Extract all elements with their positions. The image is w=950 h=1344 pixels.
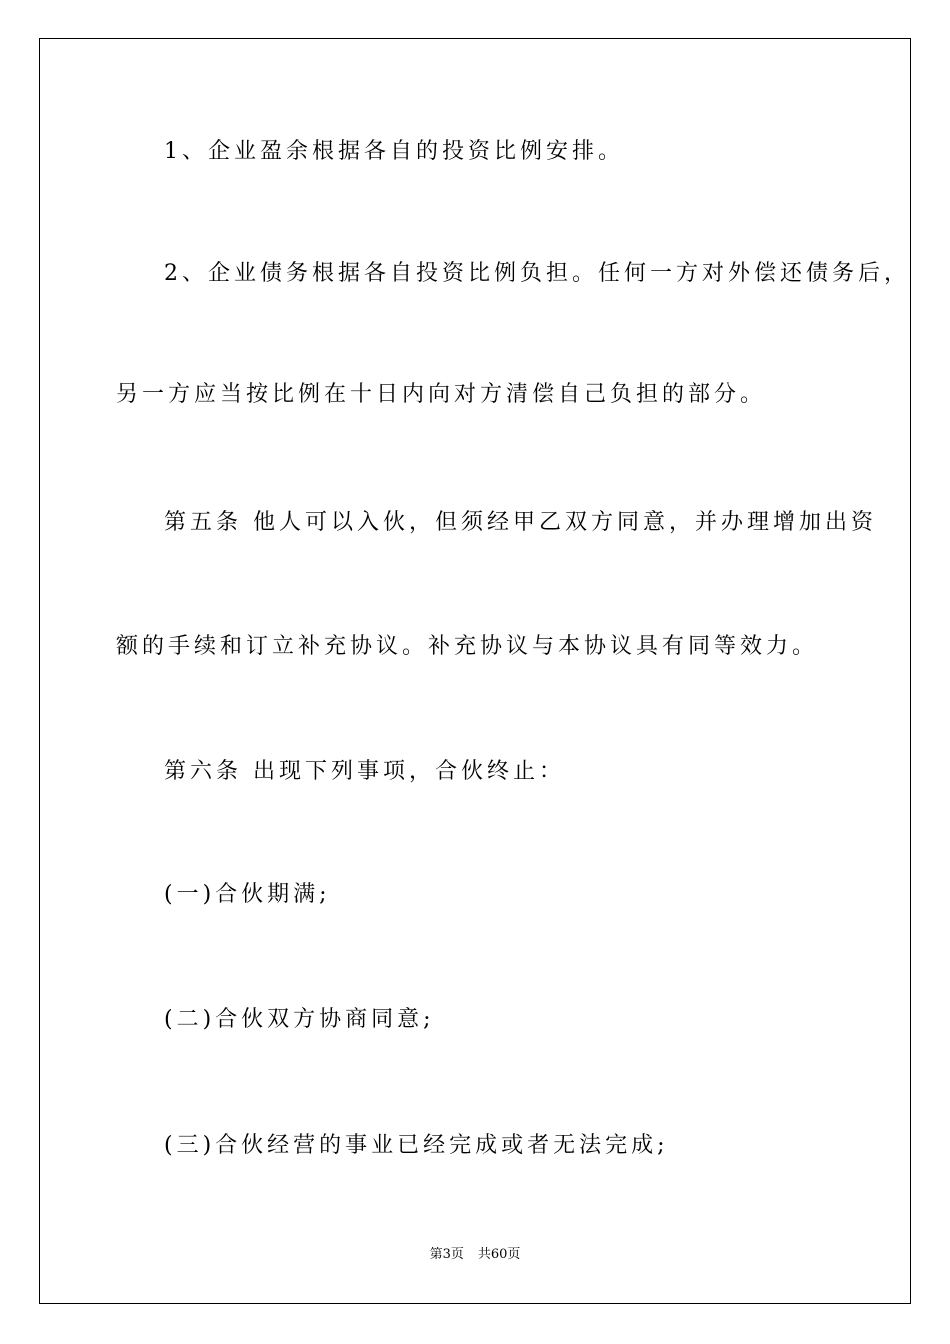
page-number-current: 第3页 <box>429 1247 464 1262</box>
termination-item-2: (二)合伙双方协商同意; <box>164 1007 435 1032</box>
article-5-line-1: 第五条 他人可以入伙，但须经甲乙双方同意，并办理增加出资 <box>164 510 877 535</box>
page-border <box>39 38 911 1304</box>
page-footer <box>0 1246 950 1264</box>
article-6-heading: 第六条 出现下列事项，合伙终止： <box>164 759 565 784</box>
paragraph-debt-sharing-line-1: 2、企业债务根据各自投资比例负担。任何一方对外偿还债务后， <box>164 261 910 286</box>
page-number-total: 共60页 <box>477 1247 521 1262</box>
termination-item-3: (三)合伙经营的事业已经完成或者无法完成; <box>164 1133 669 1158</box>
article-5-line-2: 额的手续和订立补充协议。补充协议与本协议具有同等效力。 <box>116 634 819 659</box>
paragraph-profit-distribution: 1、企业盈余根据各自的投资比例安排。 <box>164 139 624 164</box>
termination-item-1: (一)合伙期满; <box>164 882 331 907</box>
paragraph-debt-sharing-line-2: 另一方应当按比例在十日内向对方清偿自己负担的部分。 <box>116 382 767 407</box>
